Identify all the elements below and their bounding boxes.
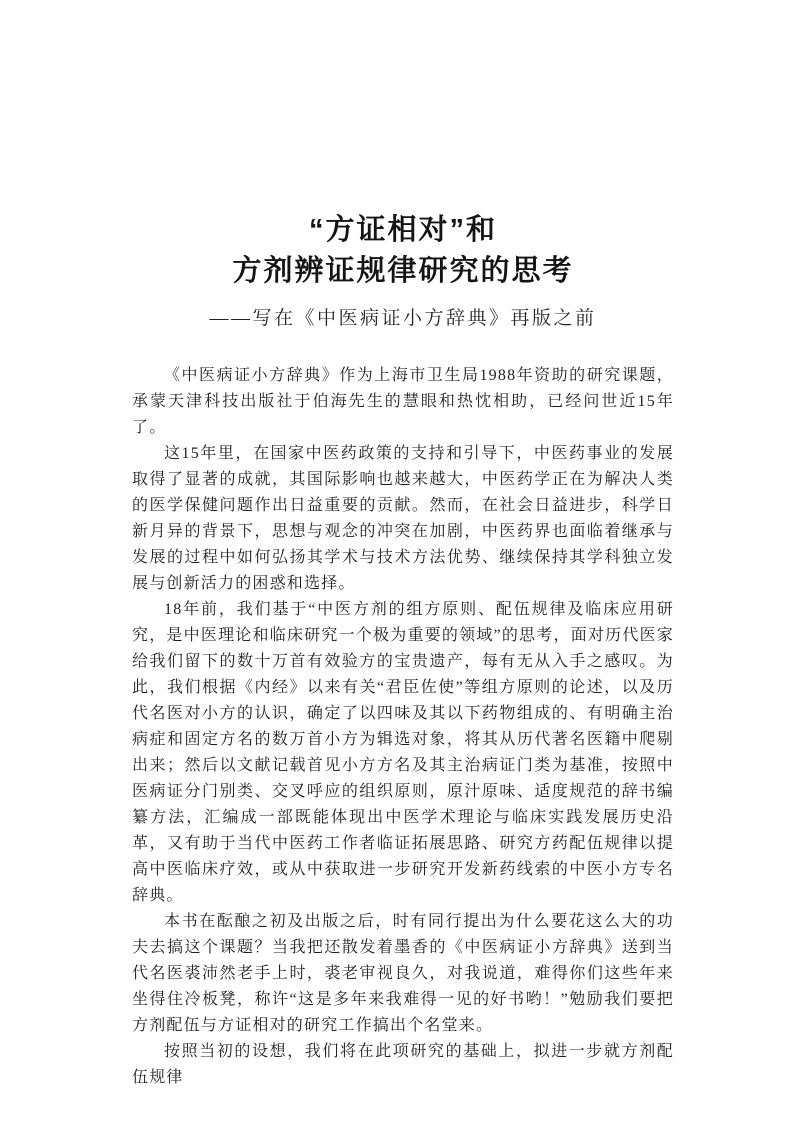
title-line-1: “方证相对”和 [308,214,497,246]
article-subtitle: ——写在《中医病证小方辞典》再版之前 [209,308,597,330]
paragraph-1: 《中医病证小方辞典》作为上海市卫生局1988年资助的研究课题，承蒙天津科技出版社于伯海先生的慧眼和热忱相助，已经问世近15年了。 [132,367,674,437]
paragraph-3: 18年前，我们基于“中医方剂的组方原则、配伍规律及临床应用研究，是中医理论和临床研究一个极为重要的领域”的思考，面对历代医家给我们留下的数十万首有效验方的宝贵遗产，每有无从入手之感叹。为此，我们根据《内经》以来有关“君臣佐使”等组方原则的论述，以及历代名医对小方的认识，确定了以四味及其以下药物组成的、有明确主治病症和固定方名的数万首小方为辑选对象，将其从历代著名医籍中爬剔出来；然后以文献记载首见小方方名及其主治病证门类为基准，按照中医病证分门别类、交叉呼应的组织原则，原汁原味、适度规范的辞书编纂方法，汇编成一部既能体现出中医学术理论与临床实践发展历史沿革，又有助于当代中医药工作者临证拓展思路、研究方药配伍规律以提高中医临床疗效，或从中获取进一步研究开发新药线索的中医小方专名辞典。 [132,601,674,905]
paragraph-4: 本书在酝酿之初及出版之后，时有同行提出为什么要花这么大的功夫去搞这个课题？当我把还散发着墨香的《中医病证小方辞典》送到当代名医裘沛然老手上时，裘老审视良久，对我说道，难得你们这些年来坐得住冷板凳，称许“这是多年来我难得一见的好书哟！”勉励我们要把方剂配伍与方证相对的研究工作搞出个名堂来。 [132,913,674,1035]
article-title [132,210,674,292]
title-line-2: 方剂辨证规律研究的思考 [232,255,574,288]
article-body [132,363,674,1091]
paragraph-5: 按照当初的设想，我们将在此项研究的基础上，拟进一步就方剂配伍规律 [132,1043,674,1087]
paragraph-2: 这15年里，在国家中医药政策的支持和引导下，中医药事业的发展取得了显著的成就，其国际影响也越来越大，中医药学正在为解决人类的医学保健问题作出日益重要的贡献。然而，在社会日益进步，科学日新月异的背景下，思想与观念的冲突在加剧，中医药界也面临着继承与发展的过程中如何弘扬其学术与技术方法优势、继续保持其学科独立发展与创新活力的困惑和选择。 [132,445,674,593]
